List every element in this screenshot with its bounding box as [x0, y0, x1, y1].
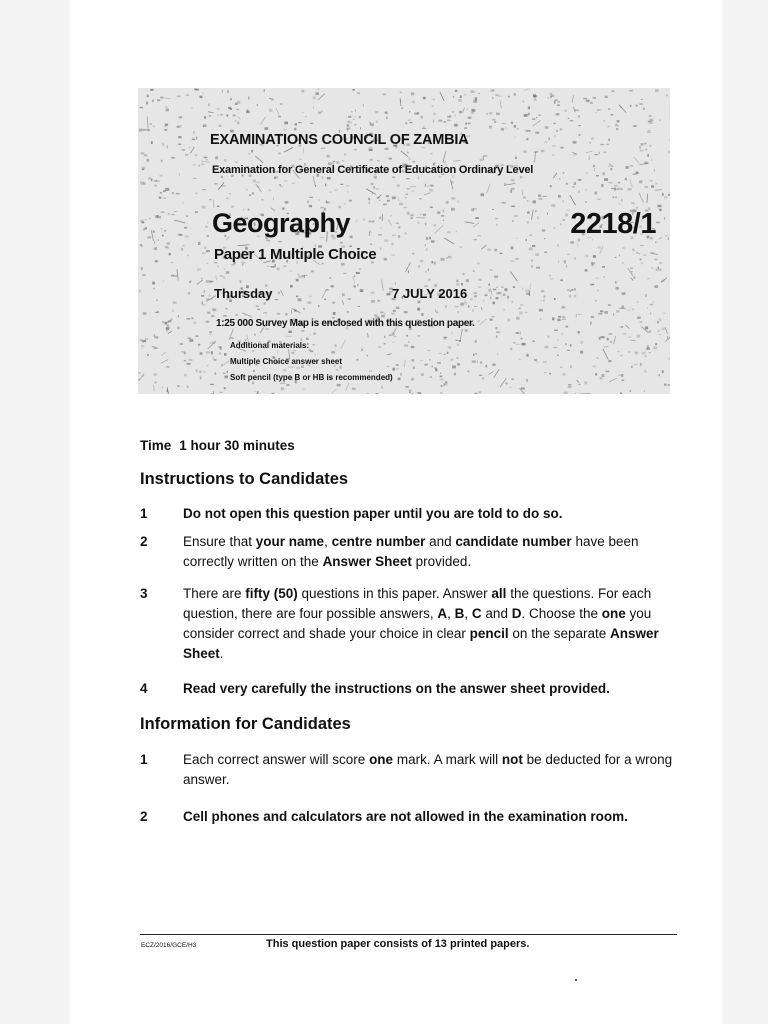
item-number: 1	[140, 506, 148, 521]
exam-day: Thursday	[214, 286, 273, 301]
footer-divider	[140, 934, 677, 935]
time-allowed	[140, 438, 303, 453]
item-text: Read very carefully the instructions on the answer sheet provided.	[183, 681, 610, 696]
instruction-item	[140, 532, 680, 572]
instruction-item	[140, 679, 680, 699]
subject-title: Geography	[212, 208, 351, 238]
header-banner	[138, 88, 670, 394]
item-number: 4	[140, 681, 148, 696]
instruction-item	[140, 504, 680, 524]
information-heading: Information for Candidates	[140, 715, 351, 733]
map-note: 1:25 000 Survey Map is enclosed with this question paper.	[216, 318, 475, 329]
item-number: 2	[140, 809, 148, 824]
item-number: 1	[140, 752, 148, 767]
paper-title: Paper 1 Multiple Choice	[214, 246, 377, 263]
item-text: There are fifty (50) questions in this paper. Answer all the questions. For each question, there are four possible answers, A, B, C and D. Choose the one you consider correct and shade your choice in clear pencil on the separate Answer Sheet.	[183, 586, 659, 661]
additional-materials	[230, 338, 393, 386]
item-text: Cell phones and calculators are not allowed in the examination room.	[183, 809, 628, 824]
information-item	[140, 807, 680, 827]
time-label: Time	[140, 438, 172, 453]
paper-code: 2218/1	[570, 208, 656, 240]
item-text: Ensure that your name, centre number and candidate number have been correctly written on the Answer Sheet provided.	[183, 534, 639, 569]
item-number: 2	[140, 534, 148, 549]
footer-code: ECZ/2016/GCE/H3	[141, 942, 197, 949]
item-text: Do not open this question paper until you are told to do so.	[183, 506, 563, 521]
materials-item: Multiple Choice answer sheet	[230, 357, 343, 366]
time-value: 1 hour 30 minutes	[179, 438, 295, 453]
materials-item: Soft pencil (type B or HB is recommended)	[230, 373, 393, 382]
materials-heading: Additional materials:	[230, 341, 310, 350]
information-item	[140, 750, 680, 790]
exam-level: Examination for General Certificate of Education Ordinary Level	[212, 164, 534, 176]
item-text: Each correct answer will score one mark. A mark will not be deducted for a wrong answer.	[183, 752, 673, 787]
instructions-heading: Instructions to Candidates	[140, 470, 349, 488]
exam-date: 7 JULY 2016	[392, 286, 468, 301]
footer-note: This question paper consists of 13 printed papers.	[266, 938, 530, 950]
instruction-item	[140, 584, 680, 664]
item-number: 3	[140, 586, 148, 601]
council-name: EXAMINATIONS COUNCIL OF ZAMBIA	[210, 132, 469, 148]
scan-speck	[575, 979, 577, 981]
